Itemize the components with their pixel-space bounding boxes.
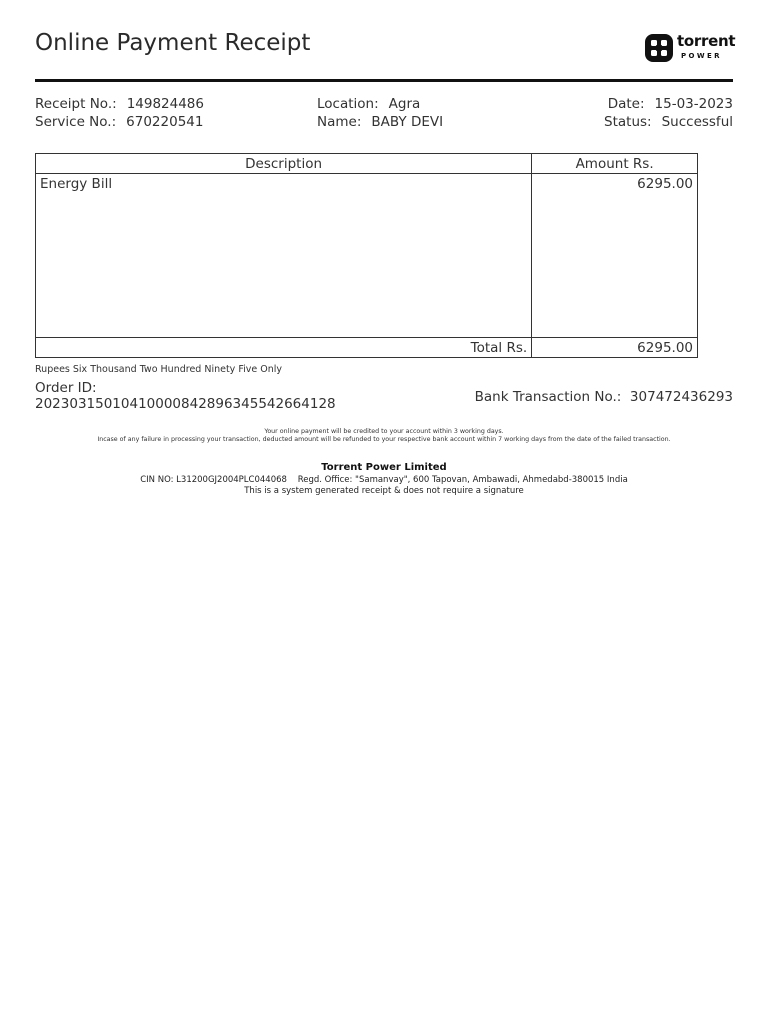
customer-name-value: BABY DEVI (371, 114, 444, 130)
header-divider (35, 79, 733, 82)
credit-note: Your online payment will be credited to your account within 3 working days. (264, 428, 504, 435)
payment-status-label: Status: (604, 114, 652, 130)
table-header-row (36, 154, 698, 174)
total-label: Total Rs. (36, 338, 532, 358)
receipt-number (35, 96, 204, 112)
item-amount: 6295.00 (532, 174, 698, 338)
page-title: Online Payment Receipt (35, 30, 311, 56)
logo-sub-text: POWER (681, 52, 722, 60)
order-id-label: Order ID: (35, 380, 97, 396)
receipt-number-label: Receipt No.: (35, 96, 117, 112)
receipt-date (608, 96, 733, 112)
company-registration (0, 475, 768, 485)
system-generated-note: This is a system generated receipt & does not require a signature (244, 486, 524, 496)
location-value: Agra (388, 96, 421, 112)
receipt-number-value: 149824486 (126, 96, 204, 112)
total-value: 6295.00 (532, 338, 698, 358)
torrent-power-logo (645, 34, 737, 64)
bank-transaction (475, 389, 733, 405)
order-id (35, 380, 336, 412)
order-id-value: 20230315010410000842896345542664128 (35, 396, 336, 412)
bank-transaction-value: 307472436293 (629, 389, 733, 405)
registered-office: Regd. Office: "Samanvay", 600 Tapovan, Ambawadi, Ahmedabd-380015 India (297, 475, 628, 485)
refund-note: Incase of any failure in processing your transaction, deducted amount will be refunded to your respective bank account within 7 working days from the date of the failed transaction. (97, 436, 671, 443)
payment-status-value: Successful (661, 114, 733, 130)
table-row (36, 174, 698, 338)
description-header: Description (36, 154, 532, 174)
receipt-date-label: Date: (607, 96, 645, 112)
receipt-date-value: 15-03-2023 (654, 96, 733, 112)
company-name: Torrent Power Limited (321, 462, 447, 473)
amount-header: Amount Rs. (532, 154, 698, 174)
service-number-label: Service No.: (35, 114, 117, 130)
service-number (35, 114, 203, 130)
customer-name (317, 114, 443, 130)
location (317, 96, 420, 112)
bank-transaction-label: Bank Transaction No.: (474, 389, 622, 405)
service-number-value: 670220541 (126, 114, 204, 130)
amount-in-words: Rupees Six Thousand Two Hundred Ninety Five Only (35, 364, 282, 375)
cin-number: CIN NO: L31200GJ2004PLC044068 (140, 475, 287, 485)
location-label: Location: (317, 96, 379, 112)
torrent-logo-icon (645, 34, 673, 62)
items-table (35, 153, 698, 358)
payment-status (604, 114, 733, 130)
item-description: Energy Bill (36, 174, 532, 338)
logo-brand-text: torrent (677, 32, 736, 50)
customer-name-label: Name: (317, 114, 362, 130)
total-row (36, 338, 698, 358)
